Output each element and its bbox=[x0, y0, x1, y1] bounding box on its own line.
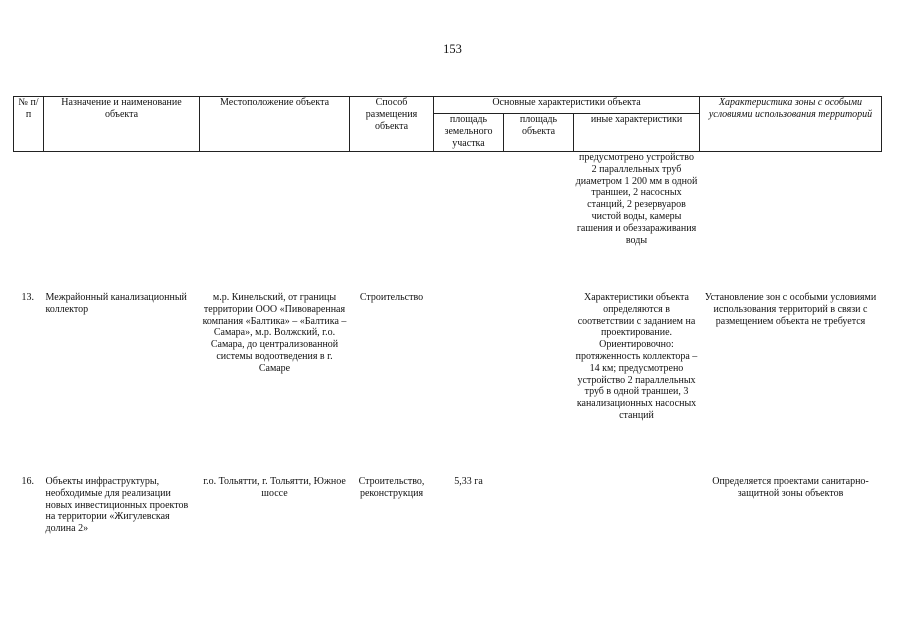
row-location: м.р. Кинельский, от границы территории ООО «Пивоваренная компания «Балтика» – «Балтика – Самара», м.р. Волжский, г.о. Самара, до централизованной системы водоотведения в г. Самаре bbox=[202, 292, 347, 374]
header-main-characteristics: Основные характеристики объекта bbox=[434, 97, 700, 114]
header-object-area: площадь объекта bbox=[504, 114, 574, 152]
row-name: Межрайонный канализационный коллектор bbox=[45, 292, 187, 315]
row-num: 13. bbox=[21, 292, 34, 303]
page-number: 153 bbox=[443, 42, 462, 56]
table-row bbox=[14, 152, 882, 293]
row-other-characteristics bbox=[574, 476, 700, 556]
row-land-area: 5,33 га bbox=[454, 476, 483, 487]
row-object-area bbox=[504, 152, 574, 293]
table-row bbox=[14, 476, 882, 556]
header-land-area: площадь земельного участка bbox=[434, 114, 504, 152]
row-method bbox=[350, 152, 434, 293]
table-header bbox=[14, 97, 882, 152]
header-other-characteristics: иные характеристики bbox=[574, 114, 700, 152]
row-object-area bbox=[504, 292, 574, 476]
row-name: Объекты инфраструктуры, необходимые для реализации новых инвестиционных проектов на территории «Жигулевская долина 2» bbox=[45, 476, 189, 535]
objects-table bbox=[13, 96, 882, 556]
header-location: Местоположение объекта bbox=[200, 97, 350, 152]
row-location bbox=[200, 152, 350, 293]
row-name bbox=[44, 152, 200, 293]
row-zone: Определяется проектами санитарно-защитной зоны объектов bbox=[712, 476, 869, 499]
table-row bbox=[14, 292, 882, 476]
row-zone: Установление зон с особыми условиями использования территорий в связи с размещением объекта не требуется bbox=[704, 292, 877, 327]
row-land-area bbox=[434, 152, 504, 293]
header-num: № п/п bbox=[14, 97, 44, 152]
row-num bbox=[14, 152, 44, 293]
header-zone: Характеристика зоны с особыми условиями использования территорий bbox=[700, 97, 882, 152]
header-method: Способ размещения объекта bbox=[350, 97, 434, 152]
row-num: 16. bbox=[21, 476, 34, 487]
header-name: Назначение и наименование объекта bbox=[44, 97, 200, 152]
row-other-characteristics: предусмотрено устройство 2 параллельных труб диаметром 1 200 мм в одной траншеи, 2 насосных станций, 2 резервуаров чистой воды, камеры гашения и обеззараживания воды bbox=[575, 152, 698, 246]
row-zone bbox=[700, 152, 882, 293]
row-location: г.о. Тольятти, г. Тольятти, Южное шоссе bbox=[203, 476, 346, 499]
row-other-characteristics: Характеристики объекта определяются в соответствии с заданием на проектирование. Ориентировочно: протяженность коллектора – 14 км; предусмотрено устройство 2 параллельных труб в одной траншеи, 3 канализационных насосных станций bbox=[575, 292, 698, 421]
row-object-area bbox=[504, 476, 574, 556]
row-method: Строительство bbox=[359, 292, 424, 303]
row-land-area bbox=[434, 292, 504, 476]
row-method: Строительство, реконструкция bbox=[358, 476, 425, 499]
